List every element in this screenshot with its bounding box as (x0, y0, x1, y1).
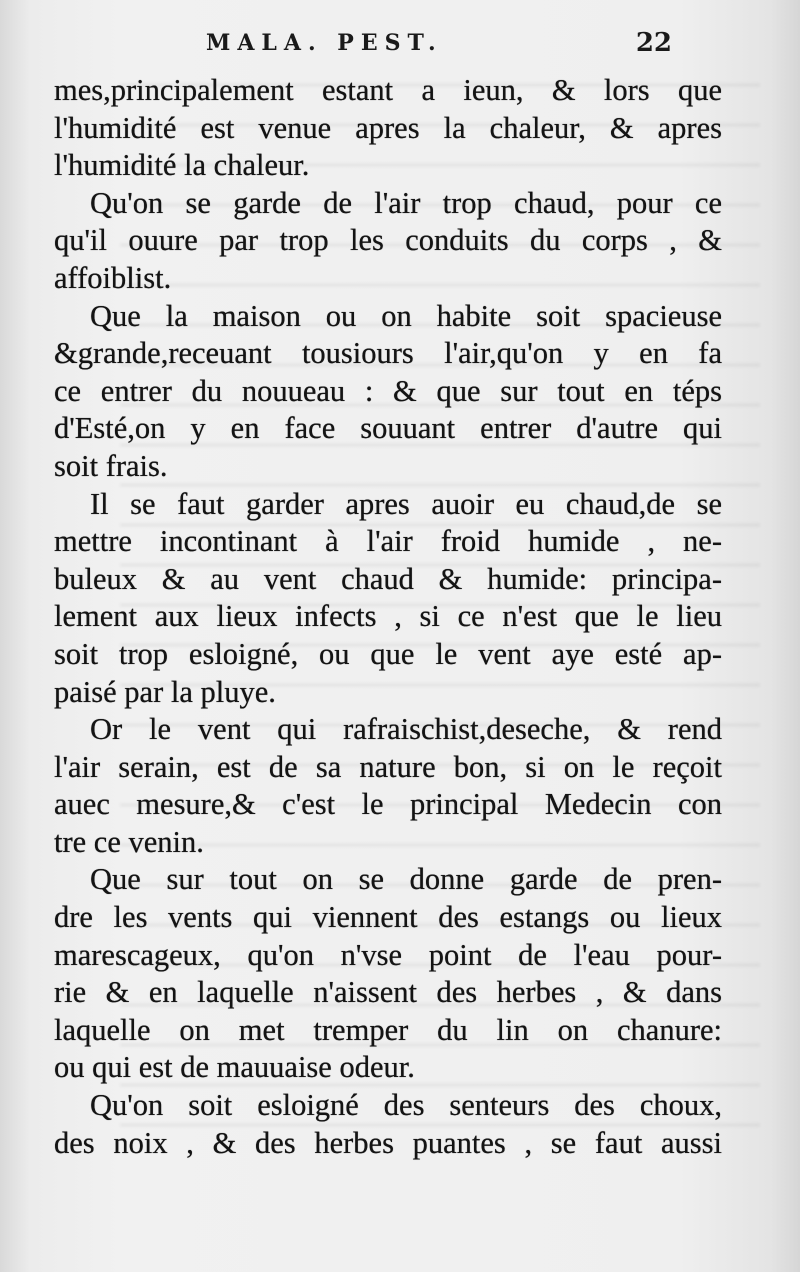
running-head (56, 28, 696, 60)
text-line: soit trop esloigné, ou que le vent aye esté ap- (54, 636, 722, 671)
paragraph (54, 486, 722, 712)
text-line: soit frais. (54, 448, 168, 483)
page-number: 22 (635, 28, 672, 58)
text-line: buleux & au vent chaud & humide: principa- (54, 561, 722, 596)
text-line: tre ce venin. (54, 824, 204, 859)
text-line: rie & en laquelle n'aissent des herbes , & dans (54, 975, 722, 1010)
text-line: marescageux, qu'on n'vse point de l'eau pour- (54, 937, 722, 972)
text-line: auec mesure,& c'est le principal Medecin con (54, 787, 722, 822)
text-line: mettre incontinant à l'air froid humide , ne- (54, 524, 722, 559)
text-line: paisé par la pluye. (54, 674, 276, 709)
paragraph (54, 72, 722, 185)
text-line: Il se faut garder apres auoir eu chaud,de se (90, 486, 722, 521)
text-line: laquelle on met tremper du lin on chanure: (54, 1012, 722, 1047)
paragraph (54, 298, 722, 486)
running-title: MALA. PEST. (206, 30, 443, 56)
text-line: lement aux lieux infects , si ce n'est que le lieu (54, 599, 722, 634)
text-line: dre les vents qui viennent des estangs ou lieux (54, 900, 722, 935)
body-text (54, 72, 722, 1162)
text-line: ou qui est de mauuaise odeur. (54, 1050, 415, 1085)
text-line: d'Esté,on y en face souuant entrer d'autre qui (54, 411, 722, 446)
text-line: l'humidité est venue apres la chaleur, & apres (54, 110, 722, 145)
text-line: ce entrer du nouueau : & que sur tout en téps (54, 373, 722, 408)
text-line: Qu'on se garde de l'air trop chaud, pour ce (90, 185, 722, 220)
text-line: &grande,receuant tousiours l'air,qu'on y en fa (54, 336, 722, 371)
paragraph (54, 711, 722, 861)
text-line: des noix , & des herbes puantes , se faut aussi (54, 1125, 722, 1160)
text-line: Or le vent qui rafraischist,deseche, & rend (90, 712, 722, 747)
text-line: affoiblist. (54, 260, 172, 295)
text-line: mes,principalement estant a ieun, & lors que (54, 73, 722, 107)
paragraph (54, 185, 722, 298)
text-line: l'air serain, est de sa nature bon, si on le reçoit (54, 749, 722, 784)
text-line: l'humidité la chaleur. (54, 148, 310, 183)
paragraph (54, 861, 722, 1087)
text-line: Que sur tout on se donne garde de pren- (90, 862, 722, 897)
paragraph (54, 1087, 722, 1162)
text-line: Que la maison ou on habite soit spacieuse (90, 298, 722, 333)
text-line: qu'il ouure par trop les conduits du corps , & (54, 223, 722, 258)
text-line: Qu'on soit esloigné des senteurs des choux, (90, 1088, 722, 1123)
